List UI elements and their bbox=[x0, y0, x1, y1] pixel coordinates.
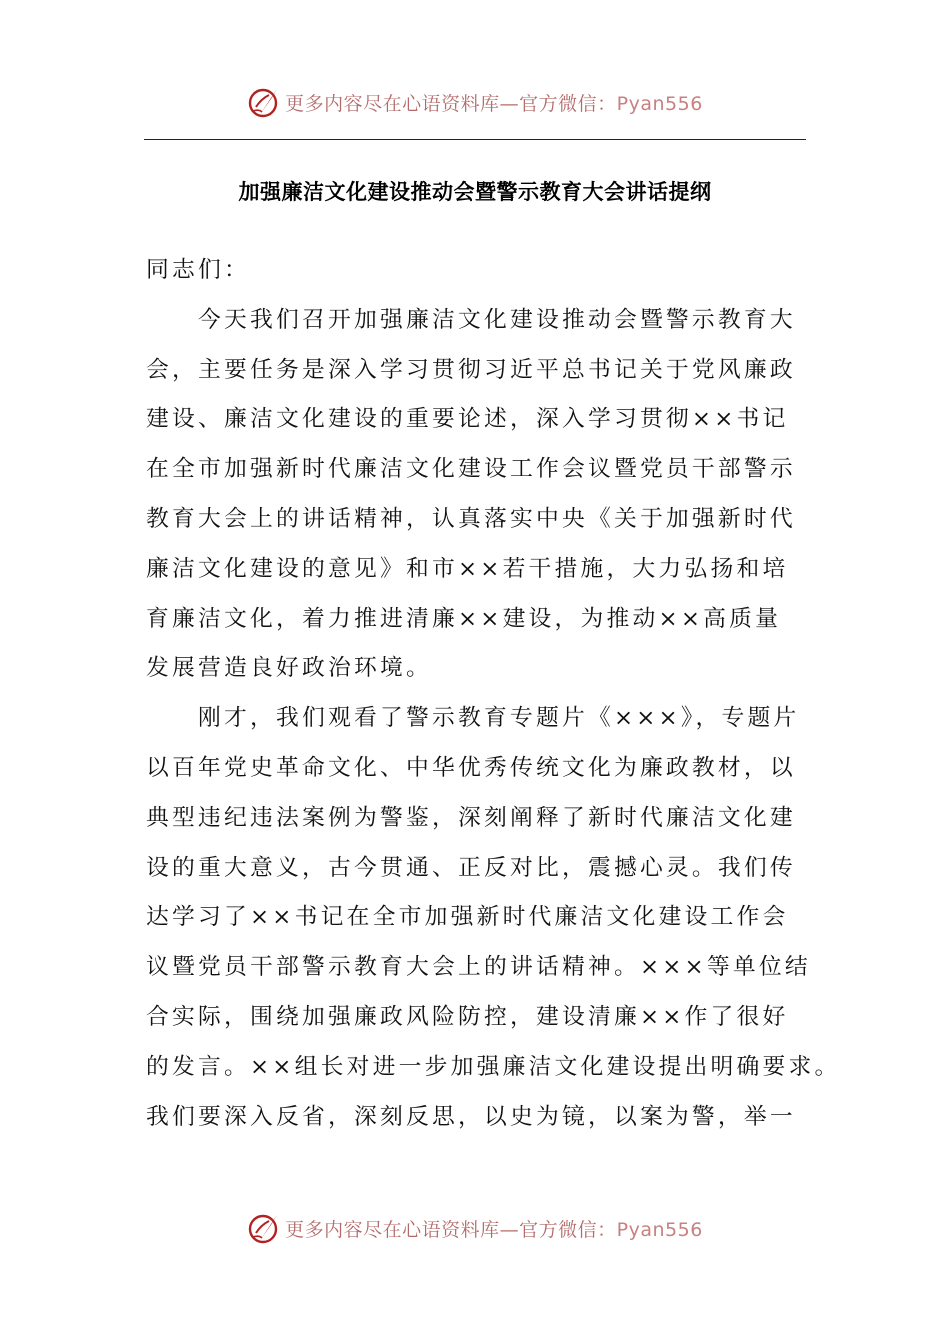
body-line: 发展营造良好政治环境。 bbox=[146, 655, 432, 682]
body-line: 教育大会上的讲话精神，认真落实中央《关于加强新时代 bbox=[146, 505, 796, 532]
body-line: 合实际，围绕加强廉政风险防控，建设清廉××作了很好 bbox=[146, 1003, 789, 1030]
body-line: 建设、廉洁文化建设的重要论述，深入学习贯彻××书记 bbox=[146, 406, 789, 433]
body-line: 在全市加强新时代廉洁文化建设工作会议暨党员干部警示 bbox=[146, 456, 796, 483]
document-body bbox=[146, 246, 841, 1142]
body-line: 我们要深入反省，深刻反思，以史为镜，以案为警，举一 bbox=[146, 1103, 796, 1130]
body-line: 会，主要任务是深入学习贯彻习近平总书记关于党风廉政 bbox=[146, 356, 796, 383]
body-line: 的发言。××组长对进一步加强廉洁文化建设提出明确要求。 bbox=[146, 1053, 841, 1080]
greeting: 同志们： bbox=[146, 257, 250, 283]
body-line: 今天我们召开加强廉洁文化建设推动会暨警示教育大 bbox=[146, 306, 796, 333]
body-line: 育廉洁文化，着力推进清廉××建设，为推动××高质量 bbox=[146, 605, 782, 632]
watermark-text: 更多内容尽在心语资料库—官方微信： bbox=[285, 92, 617, 115]
quill-logo-icon bbox=[247, 1211, 281, 1245]
body-line: 达学习了××书记在全市加强新时代廉洁文化建设工作会 bbox=[146, 904, 789, 931]
wechat-id: Pyan556 bbox=[616, 92, 703, 115]
wechat-id: Pyan556 bbox=[616, 1218, 703, 1241]
body-line: 廉洁文化建设的意见》和市××若干措施，大力弘扬和培 bbox=[146, 555, 789, 582]
document-title: 加强廉洁文化建设推动会暨警示教育大会讲话提纲 bbox=[238, 180, 712, 204]
body-line: 议暨党员干部警示教育大会上的讲话精神。×××等单位结 bbox=[146, 954, 811, 981]
body-line: 以百年党史革命文化、中华优秀传统文化为廉政教材，以 bbox=[146, 754, 796, 781]
watermark-banner-bottom bbox=[0, 1208, 950, 1248]
body-line: 设的重大意义，古今贯通、正反对比，震撼心灵。我们传 bbox=[146, 854, 796, 881]
header-divider bbox=[144, 139, 806, 140]
watermark-text: 更多内容尽在心语资料库—官方微信： bbox=[285, 1218, 617, 1241]
quill-logo-icon bbox=[247, 85, 281, 119]
watermark-banner-top bbox=[0, 82, 950, 122]
body-line: 刚才，我们观看了警示教育专题片《×××》，专题片 bbox=[146, 705, 800, 732]
body-line: 典型违纪违法案例为警鉴，深刻阐释了新时代廉洁文化建 bbox=[146, 804, 796, 831]
